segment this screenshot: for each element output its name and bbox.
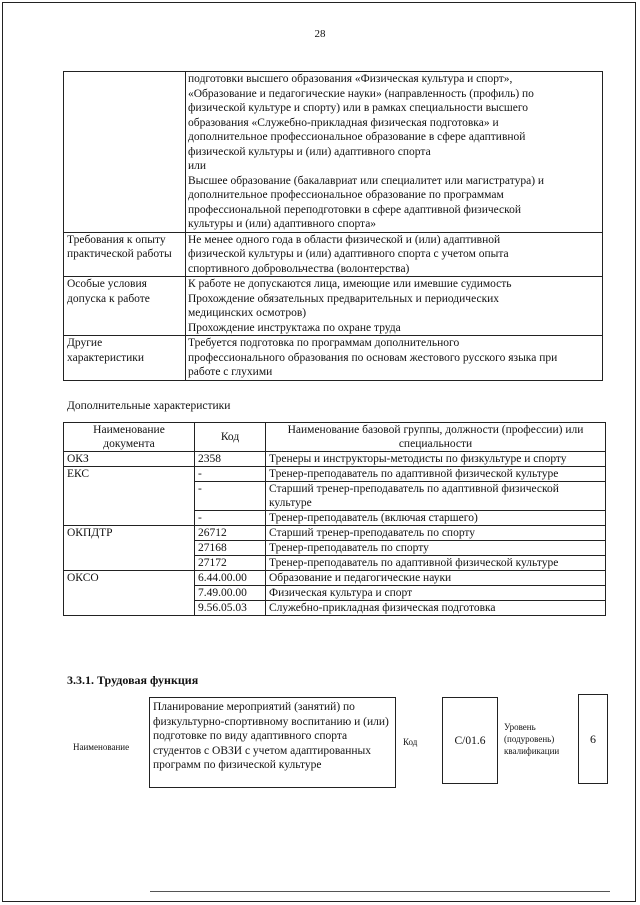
qualification-row <box>64 336 603 381</box>
additional-row <box>64 452 606 467</box>
qualification-row-label <box>64 72 186 233</box>
position-name-cell: Старший тренер-преподаватель по адаптивной физической культуре <box>266 482 606 511</box>
level-label <box>504 721 559 757</box>
qualification-row-label: Требования к опыту практической работы <box>64 232 186 277</box>
position-name-cell: Тренер-преподаватель по адаптивной физической культуре <box>266 467 606 482</box>
additional-row <box>64 467 606 482</box>
additional-row <box>64 526 606 541</box>
text-line: профессионального образования по основам жестового русского языка при <box>188 351 558 364</box>
position-name-cell: Тренер-преподаватель по спорту <box>266 541 606 556</box>
position-name-cell: Тренер-преподаватель (включая старшего) <box>266 511 606 526</box>
text-line: подготовки высшего образования «Физическая культура и спорт», <box>188 73 513 85</box>
text-line: «Образование и педагогические науки» (направленность (профиль) по <box>188 87 534 100</box>
document-cell: ОКЗ <box>64 452 195 467</box>
code-cell: - <box>195 467 266 482</box>
additional-table <box>63 422 606 616</box>
document-cell: ЕКС <box>64 467 195 526</box>
text-line: профессиональной переподготовки в сфере адаптивной физической <box>188 203 522 216</box>
additional-row <box>64 571 606 586</box>
text-line: работе с глухими <box>188 366 273 378</box>
qualification-row <box>64 232 603 277</box>
text-line: дополнительное профессиональное образование в сфере адаптивной <box>188 131 526 143</box>
text-line: физической культуры и (или) адаптивного спорта <box>188 145 431 158</box>
position-name-cell: Образование и педагогические науки <box>266 571 606 586</box>
code-cell: - <box>195 482 266 511</box>
level-label-line: (подуровень) <box>504 734 555 744</box>
code-cell: 2358 <box>195 452 266 467</box>
qualification-row-label: Другие характеристики <box>64 336 186 381</box>
function-code-box: С/01.6 <box>442 697 498 784</box>
text-line: или <box>188 160 207 172</box>
qualification-row <box>64 277 603 336</box>
qualification-row-text <box>186 277 603 336</box>
code-cell: 7.49.00.00 <box>195 586 266 601</box>
additional-caption: Дополнительные характеристики <box>67 400 231 412</box>
text-line: Прохождение инструктажа по охране труда <box>188 321 401 334</box>
header-document: Наименование документа <box>64 423 195 452</box>
header-code: Код <box>195 423 266 452</box>
page-number: 28 <box>314 28 326 40</box>
additional-header-row <box>64 423 606 452</box>
qualification-row-text <box>186 336 603 381</box>
text-line: медицинских осмотров) <box>188 307 307 319</box>
document-cell: ОКСО <box>64 571 195 616</box>
text-line: Высшее образование (бакалавриат или специалитет или магистратура) и <box>188 174 545 187</box>
code-cell: 9.56.05.03 <box>195 601 266 616</box>
section-title: 3.3.1. Трудовая функция <box>67 673 199 687</box>
function-name-box: Планирование мероприятий (занятий) по физкультурно-спортивному воспитанию и (или) подготовке по виду адаптивного спорта студентов с ОВЗИ с учетом адаптированных программ по физической культуре <box>149 697 396 788</box>
text-line: культуры и (или) адаптивного спорта» <box>188 218 377 230</box>
document-cell: ОКПДТР <box>64 526 195 571</box>
position-name-cell: Служебно-прикладная физическая подготовка <box>266 601 606 616</box>
name-label: Наименование <box>73 742 130 752</box>
text-line: К работе не допускаются лица, имеющие или имевшие судимость <box>188 278 512 290</box>
text-line: спортивного добровольчества (волонтерства) <box>188 262 410 275</box>
text-line: Не менее одного года в области физической и (или) адаптивной <box>188 233 501 246</box>
qualification-row-text <box>186 72 603 233</box>
text-line: физической культуре и спорту) или в рамках специальности высшего <box>188 102 529 114</box>
level-label-line: квалификации <box>504 746 560 756</box>
level-label-line: Уровень <box>504 722 536 732</box>
code-cell: 6.44.00.00 <box>195 571 266 586</box>
position-name-cell: Старший тренер-преподаватель по спорту <box>266 526 606 541</box>
bottom-rule <box>150 891 610 892</box>
text-line: дополнительное профессиональное образование по программам <box>188 189 504 201</box>
position-name-cell: Тренеры и инструкторы-методисты по физкультуре и спорту <box>266 452 606 467</box>
code-label: Код <box>403 737 418 747</box>
position-name-cell: Тренер-преподаватель по адаптивной физической культуре <box>266 556 606 571</box>
header-name: Наименование базовой группы, должности (профессии) или специальности <box>266 423 606 452</box>
qualification-row-label: Особые условия допуска к работе <box>64 277 186 336</box>
code-cell: 27172 <box>195 556 266 571</box>
qualification-level-box: 6 <box>578 694 608 784</box>
code-cell: 26712 <box>195 526 266 541</box>
code-cell: 27168 <box>195 541 266 556</box>
position-name-cell: Физическая культура и спорт <box>266 586 606 601</box>
code-cell: - <box>195 511 266 526</box>
text-line: физической культуры и (или) адаптивного спорта с учетом опыта <box>188 248 509 260</box>
text-line: Требуется подготовка по программам дополнительного <box>188 337 460 349</box>
text-line: образования «Служебно-прикладная физическая подготовка» и <box>188 116 499 129</box>
text-line: Прохождение обязательных предварительных и периодических <box>188 292 500 305</box>
qualification-row <box>64 72 603 233</box>
qualification-row-text <box>186 232 603 277</box>
qualification-table <box>63 71 603 381</box>
